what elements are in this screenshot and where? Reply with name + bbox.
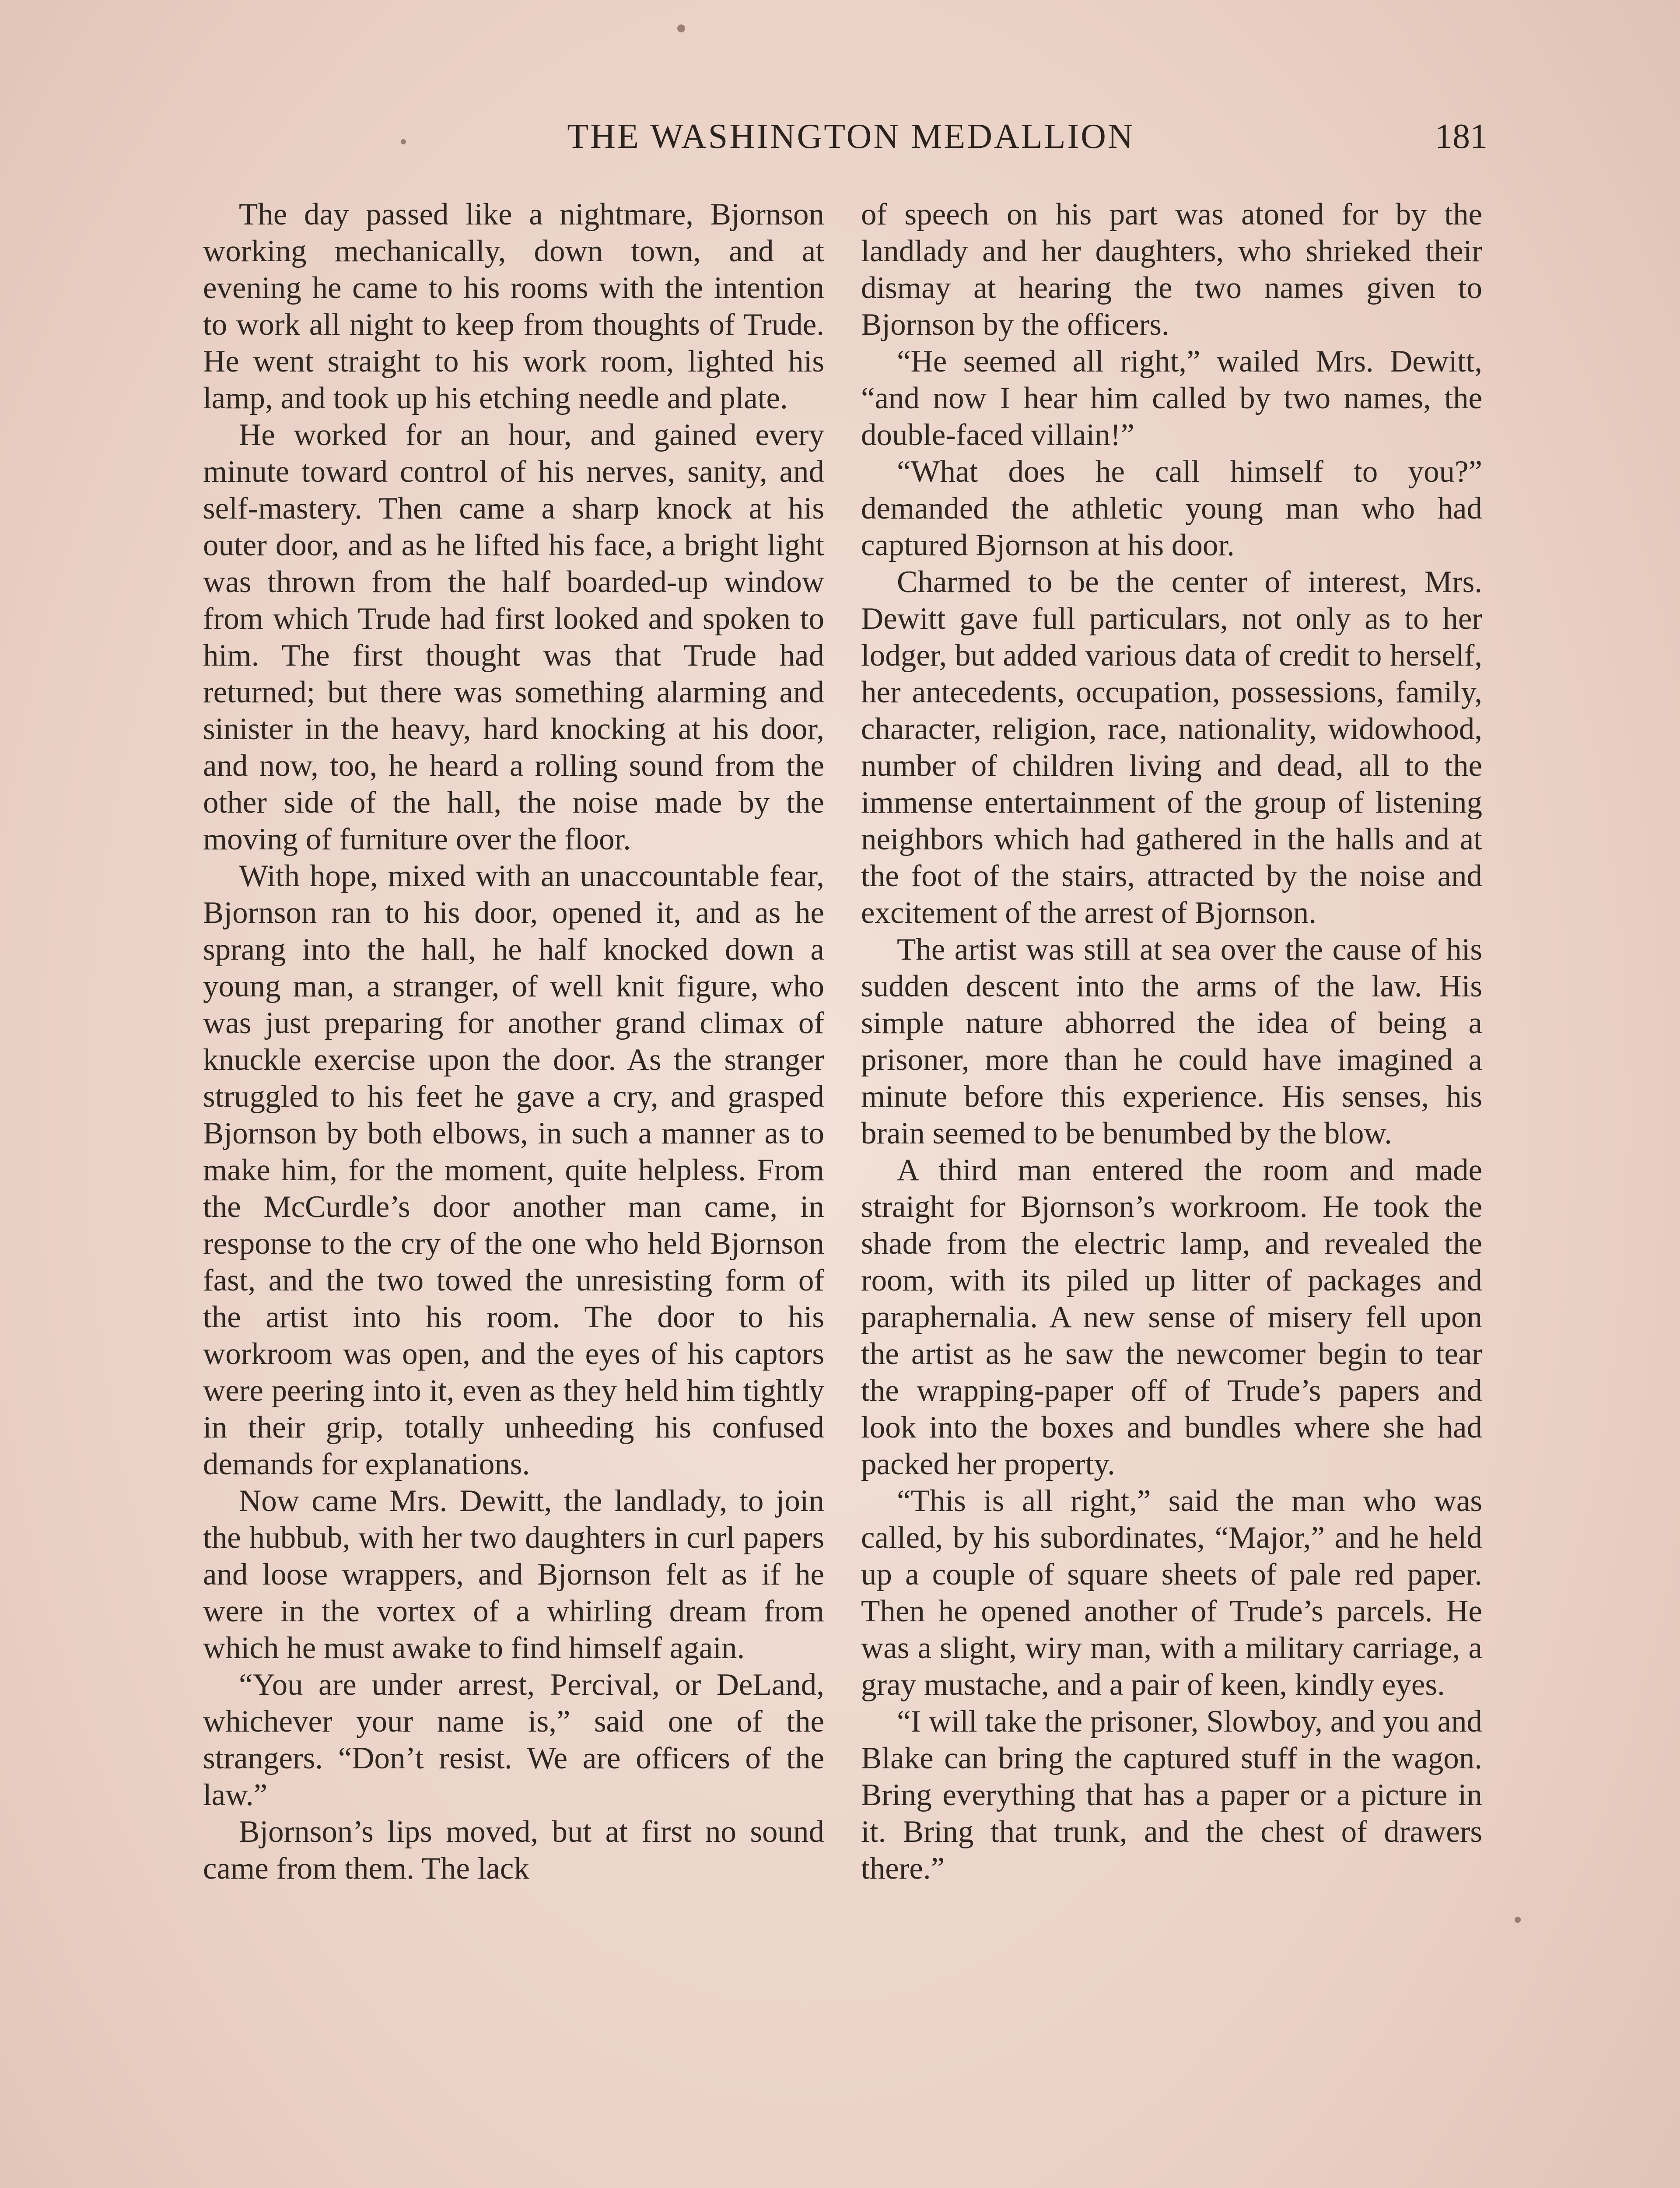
paragraph: He worked for an hour, and gained every minute toward control of his nerves, sanity, and self-mastery. Then came a sharp knock at his outer door, and as he lifted his face, a bright light was thrown from the half boarded-up window from which Trude had first looked and spoken to him. The first thought was that Trude had returned; but there was something alarming and sinister in the heavy, hard knocking at his door, and now, too, he heard a rolling sound from the other side of the hall, the noise made by the moving of furniture over the floor. — [203, 418, 824, 856]
paper-speck — [1515, 1917, 1521, 1923]
left-column — [203, 196, 824, 1887]
running-head — [192, 115, 1509, 163]
right-column — [861, 196, 1482, 1887]
paragraph: of speech on his part was atoned for by the landlady and her daughters, who shrieked their dismay at hearing the two names given to Bjornson by the officers. — [861, 197, 1482, 342]
paragraph: “I will take the prisoner, Slowboy, and you and Blake can bring the captured stuff in the wagon. Bring everything that has a paper or a picture in it. Bring that trunk, and the chest of drawers there.” — [861, 1704, 1482, 1886]
paragraph: Bjornson’s lips moved, but at first no sound came from them. The lack — [203, 1815, 824, 1886]
paper-speck — [677, 25, 685, 32]
page-number: 181 — [1435, 117, 1488, 156]
paragraph: Charmed to be the center of interest, Mrs. Dewitt gave full particulars, not only as to her lodger, but added various data of credit to herself, her antecedents, occupation, possessions, family, character, religion, race, nationality, widowhood, number of children living and dead, all to the immense entertainment of the group of listening neighbors which had gathered in the halls and at the foot of the stairs, attracted by the noise and excitement of the arrest of Bjornson. — [861, 565, 1482, 930]
paragraph: “What does he call himself to you?” demanded the athletic young man who had captured Bjornson at his door. — [861, 455, 1482, 562]
paragraph: “You are under arrest, Percival, or DeLand, whichever your name is,” said one of the strangers. “Don’t resist. We are officers of the law.” — [203, 1668, 824, 1812]
paragraph: “This is all right,” said the man who was called, by his subordinates, “Major,” and he held up a couple of square sheets of pale red paper. Then he opened another of Trude’s parcels. He was a slight, wiry man, with a military carriage, a gray mustache, and a pair of keen, kindly eyes. — [861, 1484, 1482, 1702]
paragraph: The artist was still at sea over the cause of his sudden descent into the arms of the law. His simple nature abhorred the idea of being a prisoner, more than he could have imagined a minute before this experience. His senses, his brain seemed to be benumbed by the blow. — [861, 933, 1482, 1150]
paragraph: A third man entered the room and made straight for Bjornson’s workroom. He took the shade from the electric lamp, and revealed the room, with its piled up litter of packages and paraphernalia. A new sense of misery fell upon the artist as he saw the newcomer begin to tear the wrapping-paper off of Trude’s papers and look into the boxes and bundles where she had packed her property. — [861, 1153, 1482, 1481]
journal-title: THE WASHINGTON MEDALLION — [567, 117, 1135, 156]
paragraph: “He seemed all right,” wailed Mrs. Dewitt, “and now I hear him called by two names, the double-faced villain!” — [861, 344, 1482, 452]
paragraph: The day passed like a nightmare, Bjornson working mechanically, down town, and at evening he came to his rooms with the intention to work all night to keep from thoughts of Trude. He went straight to his work room, lighted his lamp, and took up his etching needle and plate. — [203, 197, 824, 415]
paragraph: Now came Mrs. Dewitt, the landlady, to join the hubbub, with her two daughters in curl papers and loose wrappers, and Bjornson felt as if he were in the vortex of a whirling dream from which he must awake to find himself again. — [203, 1484, 824, 1665]
paragraph: With hope, mixed with an unaccountable fear, Bjornson ran to his door, opened it, and as he sprang into the hall, he half knocked down a young man, a stranger, of well knit figure, who was just preparing for another grand climax of knuckle exercise upon the door. As the stranger struggled to his feet he gave a cry, and grasped Bjornson by both elbows, in such a manner as to make him, for the moment, quite helpless. From the McCurdle’s door another man came, in response to the cry of the one who held Bjornson fast, and the two towed the unresisting form of the artist into his room. The door to his workroom was open, and the eyes of his captors were peering into it, even as they held him tightly in their grip, totally unheeding his confused demands for explanations. — [203, 859, 824, 1481]
